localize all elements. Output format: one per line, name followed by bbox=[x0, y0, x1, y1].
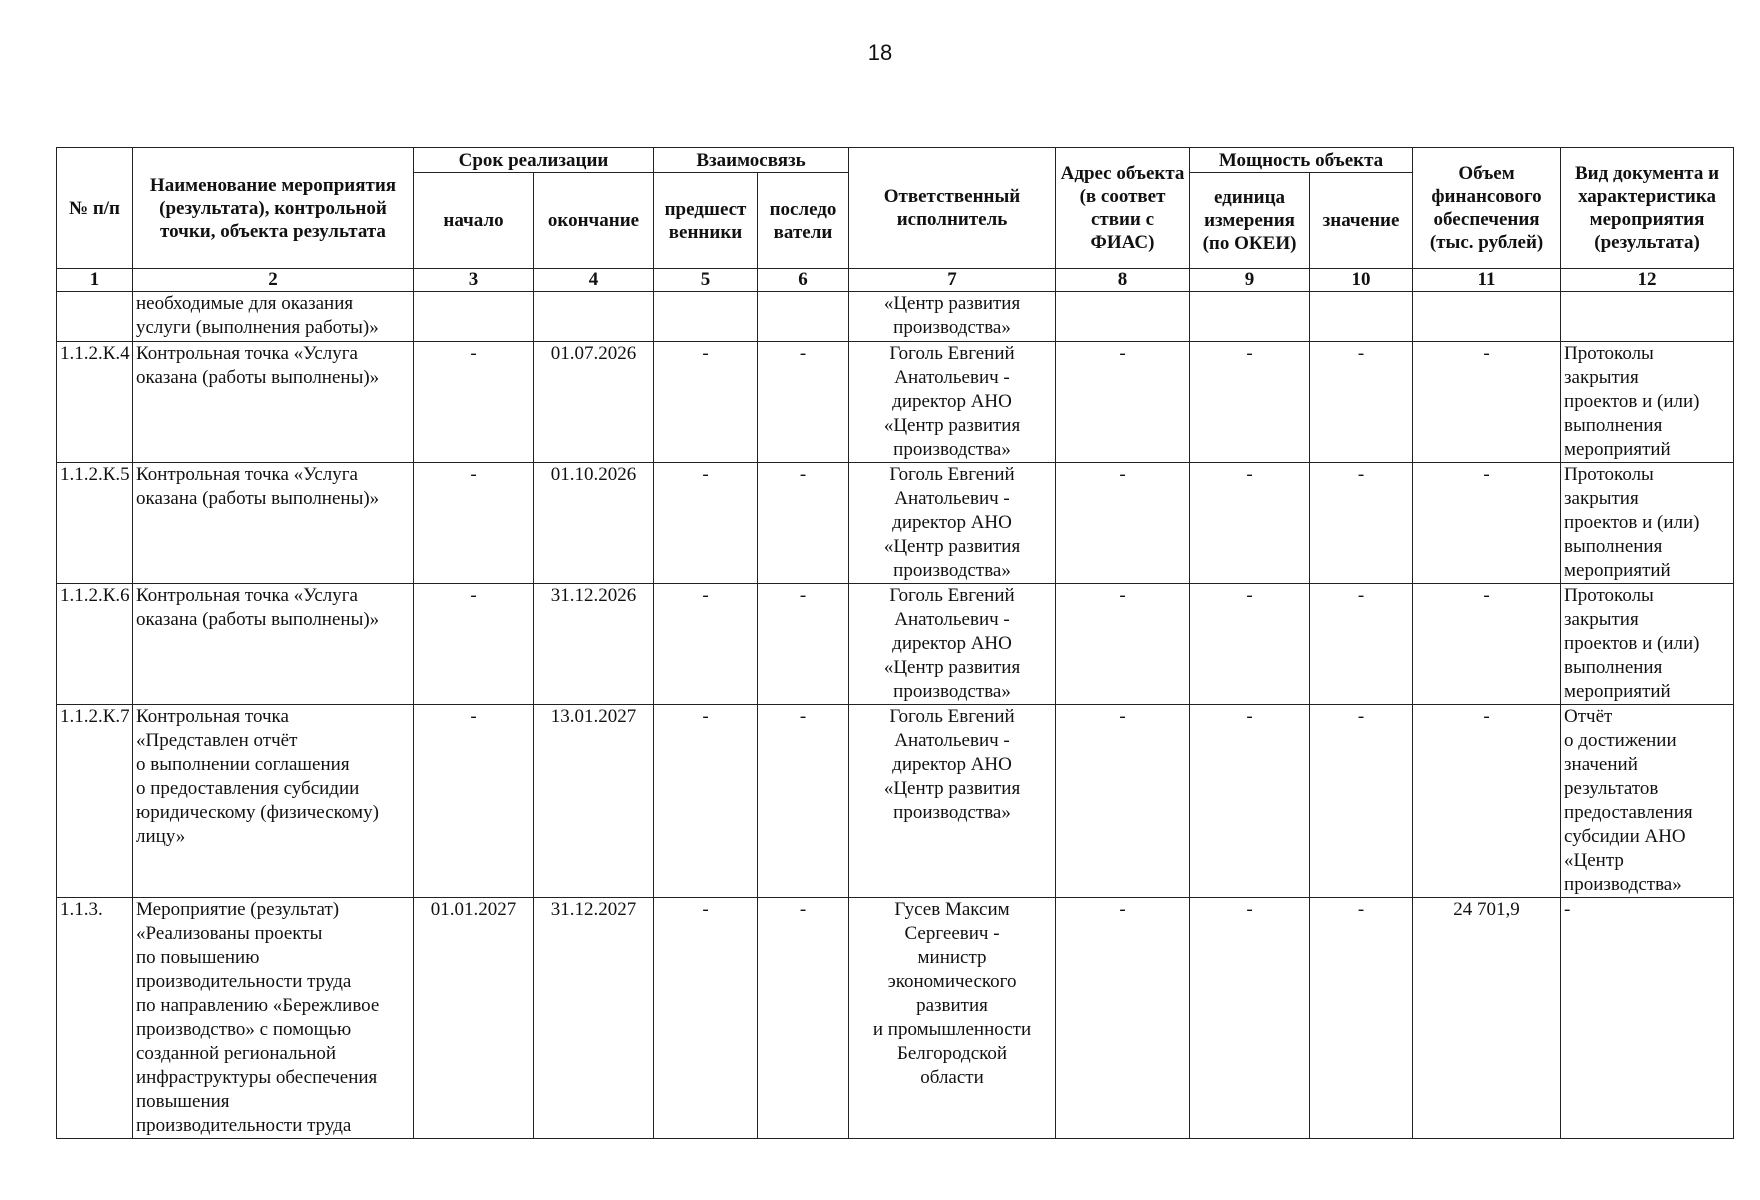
table-row bbox=[57, 705, 1734, 898]
header-doc-type: Вид документа и характеристика мероприятия (результата) bbox=[1561, 148, 1734, 269]
row-unit: - bbox=[1190, 584, 1310, 705]
row-end bbox=[534, 292, 654, 342]
row-num bbox=[57, 292, 133, 342]
table-row bbox=[57, 584, 1734, 705]
row-unit: - bbox=[1190, 463, 1310, 584]
row-value: - bbox=[1310, 584, 1413, 705]
row-successors: - bbox=[758, 342, 849, 463]
header-num: № п/п bbox=[57, 148, 133, 269]
column-number: 9 bbox=[1190, 269, 1310, 292]
row-successors: - bbox=[758, 463, 849, 584]
row-finance: - bbox=[1413, 584, 1561, 705]
table-row bbox=[57, 463, 1734, 584]
row-successors: - bbox=[758, 898, 849, 1139]
row-start: - bbox=[414, 463, 534, 584]
row-doc bbox=[1561, 292, 1734, 342]
column-number: 12 bbox=[1561, 269, 1734, 292]
header-relation: Взаимосвязь bbox=[654, 148, 849, 173]
column-number: 4 bbox=[534, 269, 654, 292]
row-predecessors: - bbox=[654, 705, 758, 898]
row-responsible: «Центр развития производства» bbox=[849, 292, 1056, 342]
row-address: - bbox=[1056, 898, 1190, 1139]
row-end: 13.01.2027 bbox=[534, 705, 654, 898]
plan-table bbox=[56, 147, 1734, 1139]
row-unit: - bbox=[1190, 898, 1310, 1139]
row-responsible: Гоголь Евгений Анатольевич - директор АНО «Центр развития производства» bbox=[849, 342, 1056, 463]
header-predecessors: предшест венники bbox=[654, 173, 758, 269]
row-name: необходимые для оказания услуги (выполнения работы)» bbox=[133, 292, 414, 342]
header-start: начало bbox=[414, 173, 534, 269]
row-address: - bbox=[1056, 584, 1190, 705]
row-value: - bbox=[1310, 463, 1413, 584]
row-start: - bbox=[414, 705, 534, 898]
header-end: окончание bbox=[534, 173, 654, 269]
column-number: 2 bbox=[133, 269, 414, 292]
row-name: Контрольная точка «Услуга оказана (работы выполнены)» bbox=[133, 463, 414, 584]
column-number: 6 bbox=[758, 269, 849, 292]
row-value: - bbox=[1310, 898, 1413, 1139]
row-successors: - bbox=[758, 584, 849, 705]
row-responsible: Гусев Максим Сергеевич - министр экономического развития и промышленности Белгородской области bbox=[849, 898, 1056, 1139]
row-doc: Протоколы закрытия проектов и (или) выполнения мероприятий bbox=[1561, 584, 1734, 705]
row-successors bbox=[758, 292, 849, 342]
header-successors: последо ватели bbox=[758, 173, 849, 269]
row-start: - bbox=[414, 584, 534, 705]
row-end: 31.12.2027 bbox=[534, 898, 654, 1139]
row-unit: - bbox=[1190, 705, 1310, 898]
row-num: 1.1.3. bbox=[57, 898, 133, 1139]
column-number: 3 bbox=[414, 269, 534, 292]
row-num: 1.1.2.К.6 bbox=[57, 584, 133, 705]
row-unit bbox=[1190, 292, 1310, 342]
row-doc: Отчёт о достижении значений результатов предоставления субсидии АНО «Центр производства» bbox=[1561, 705, 1734, 898]
row-name: Контрольная точка «Представлен отчёт о выполнении соглашения о предоставления субсидии юридическому (физическому) лицу» bbox=[133, 705, 414, 898]
row-responsible: Гоголь Евгений Анатольевич - директор АНО «Центр развития производства» bbox=[849, 463, 1056, 584]
row-doc: Протоколы закрытия проектов и (или) выполнения мероприятий bbox=[1561, 463, 1734, 584]
row-start bbox=[414, 292, 534, 342]
row-num: 1.1.2.К.7 bbox=[57, 705, 133, 898]
header-capacity: Мощность объекта bbox=[1190, 148, 1413, 173]
row-value: - bbox=[1310, 342, 1413, 463]
header-period: Срок реализации bbox=[414, 148, 654, 173]
header-name: Наименование мероприятия (результата), контрольной точки, объекта результата bbox=[133, 148, 414, 269]
header-unit: единица измерения (по ОКЕИ) bbox=[1190, 173, 1310, 269]
column-number: 7 bbox=[849, 269, 1056, 292]
table-header bbox=[57, 148, 1734, 292]
row-name: Контрольная точка «Услуга оказана (работы выполнены)» bbox=[133, 342, 414, 463]
header-finance: Объем финансового обеспечения (тыс. рублей) bbox=[1413, 148, 1561, 269]
column-number: 1 bbox=[57, 269, 133, 292]
row-responsible: Гоголь Евгений Анатольевич - директор АНО «Центр развития производства» bbox=[849, 584, 1056, 705]
row-name: Контрольная точка «Услуга оказана (работы выполнены)» bbox=[133, 584, 414, 705]
column-number: 5 bbox=[654, 269, 758, 292]
row-finance: - bbox=[1413, 463, 1561, 584]
row-address bbox=[1056, 292, 1190, 342]
row-doc: Протоколы закрытия проектов и (или) выполнения мероприятий bbox=[1561, 342, 1734, 463]
row-value bbox=[1310, 292, 1413, 342]
row-predecessors: - bbox=[654, 342, 758, 463]
row-predecessors bbox=[654, 292, 758, 342]
table-row bbox=[57, 342, 1734, 463]
row-end: 01.07.2026 bbox=[534, 342, 654, 463]
row-finance bbox=[1413, 292, 1561, 342]
row-value: - bbox=[1310, 705, 1413, 898]
table-body bbox=[57, 292, 1734, 1139]
column-number: 10 bbox=[1310, 269, 1413, 292]
row-unit: - bbox=[1190, 342, 1310, 463]
column-number: 11 bbox=[1413, 269, 1561, 292]
table-row bbox=[57, 292, 1734, 342]
row-successors: - bbox=[758, 705, 849, 898]
table-row bbox=[57, 898, 1734, 1139]
row-predecessors: - bbox=[654, 463, 758, 584]
row-num: 1.1.2.К.4 bbox=[57, 342, 133, 463]
header-responsible: Ответственный исполнитель bbox=[849, 148, 1056, 269]
row-predecessors: - bbox=[654, 898, 758, 1139]
row-predecessors: - bbox=[654, 584, 758, 705]
row-finance: 24 701,9 bbox=[1413, 898, 1561, 1139]
row-responsible: Гоголь Евгений Анатольевич - директор АНО «Центр развития производства» bbox=[849, 705, 1056, 898]
row-start: 01.01.2027 bbox=[414, 898, 534, 1139]
column-number: 8 bbox=[1056, 269, 1190, 292]
row-num: 1.1.2.К.5 bbox=[57, 463, 133, 584]
row-address: - bbox=[1056, 342, 1190, 463]
row-doc: - bbox=[1561, 898, 1734, 1139]
row-end: 31.12.2026 bbox=[534, 584, 654, 705]
row-start: - bbox=[414, 342, 534, 463]
row-address: - bbox=[1056, 705, 1190, 898]
header-address: Адрес объекта (в соответ ствии с ФИАС) bbox=[1056, 148, 1190, 269]
header-value: значение bbox=[1310, 173, 1413, 269]
row-name: Мероприятие (результат) «Реализованы проекты по повышению производительности труда по направлению «Бережливое производство» с помощью созданной региональной инфраструктуры обеспечения повышения производительности труда bbox=[133, 898, 414, 1139]
page-number: 18 bbox=[867, 40, 893, 65]
row-address: - bbox=[1056, 463, 1190, 584]
row-finance: - bbox=[1413, 342, 1561, 463]
row-finance: - bbox=[1413, 705, 1561, 898]
column-numbers-row bbox=[57, 269, 1734, 292]
row-end: 01.10.2026 bbox=[534, 463, 654, 584]
